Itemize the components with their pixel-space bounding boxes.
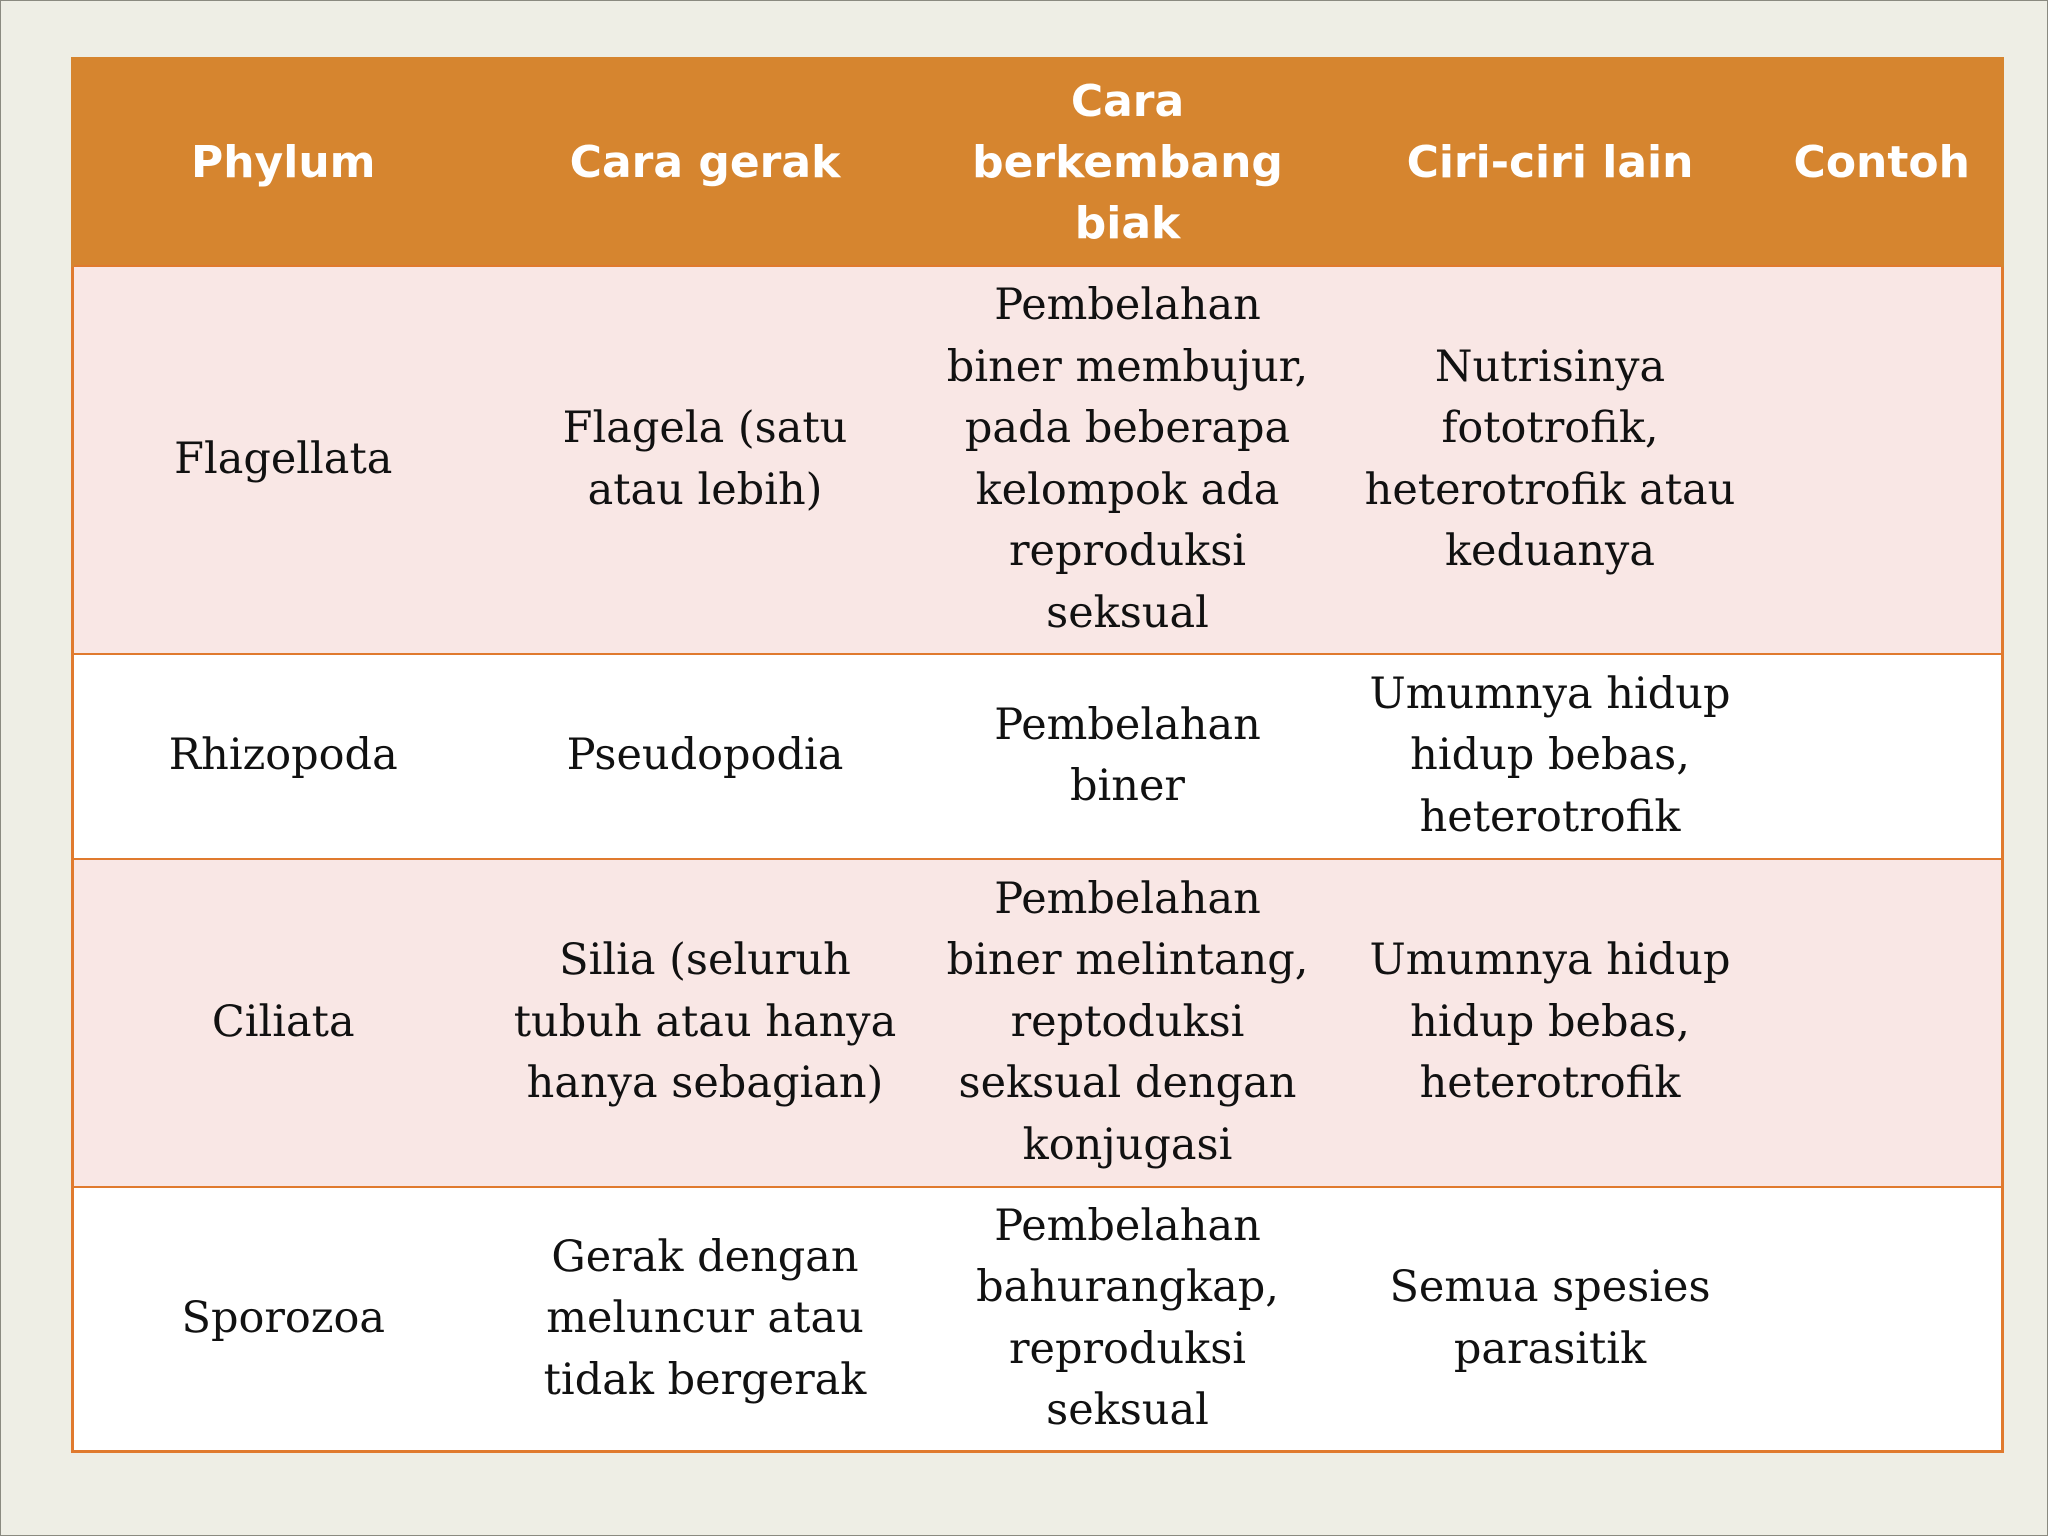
cell-cara-berkembang-biak: Pembelahan bahurangkap, reproduksi seksual	[918, 1187, 1338, 1452]
cell-phylum: Ciliata	[73, 859, 493, 1187]
cell-phylum: Rhizopoda	[73, 654, 493, 859]
header-contoh: Contoh	[1763, 59, 2003, 266]
cell-cara-berkembang-biak: Pembelahan biner	[918, 654, 1338, 859]
cell-contoh	[1763, 266, 2003, 654]
cell-ciri-ciri-lain: Umumnya hidup hidup bebas, heterotrofik	[1338, 859, 1763, 1187]
cell-contoh	[1763, 654, 2003, 859]
cell-ciri-ciri-lain: Umumnya hidup hidup bebas, heterotrofik	[1338, 654, 1763, 859]
cell-cara-berkembang-biak: Pembelahan biner melintang, reptoduksi seksual dengan konjugasi	[918, 859, 1338, 1187]
header-cara-gerak: Cara gerak	[493, 59, 918, 266]
table-row	[73, 1187, 2003, 1452]
cell-cara-gerak: Silia (seluruh tubuh atau hanya hanya sebagian)	[493, 859, 918, 1187]
header-phylum: Phylum	[73, 59, 493, 266]
table-row	[73, 859, 2003, 1187]
table-row	[73, 654, 2003, 859]
cell-ciri-ciri-lain: Semua spesies parasitik	[1338, 1187, 1763, 1452]
protozoa-table	[71, 57, 2004, 1453]
table-row	[73, 266, 2003, 654]
header-ciri-ciri-lain: Ciri-ciri lain	[1338, 59, 1763, 266]
header-cara-berkembang-biak: Cara berkembang biak	[918, 59, 1338, 266]
cell-contoh	[1763, 1187, 2003, 1452]
header-row	[73, 59, 2003, 266]
cell-cara-gerak: Pseudopodia	[493, 654, 918, 859]
cell-contoh	[1763, 859, 2003, 1187]
cell-cara-gerak: Flagela (satu atau lebih)	[493, 266, 918, 654]
cell-phylum: Sporozoa	[73, 1187, 493, 1452]
cell-cara-gerak: Gerak dengan meluncur atau tidak bergerak	[493, 1187, 918, 1452]
cell-cara-berkembang-biak: Pembelahan biner membujur, pada beberapa kelompok ada reproduksi seksual	[918, 266, 1338, 654]
cell-phylum: Flagellata	[73, 266, 493, 654]
cell-ciri-ciri-lain: Nutrisinya fototrofik, heterotrofik atau keduanya	[1338, 266, 1763, 654]
